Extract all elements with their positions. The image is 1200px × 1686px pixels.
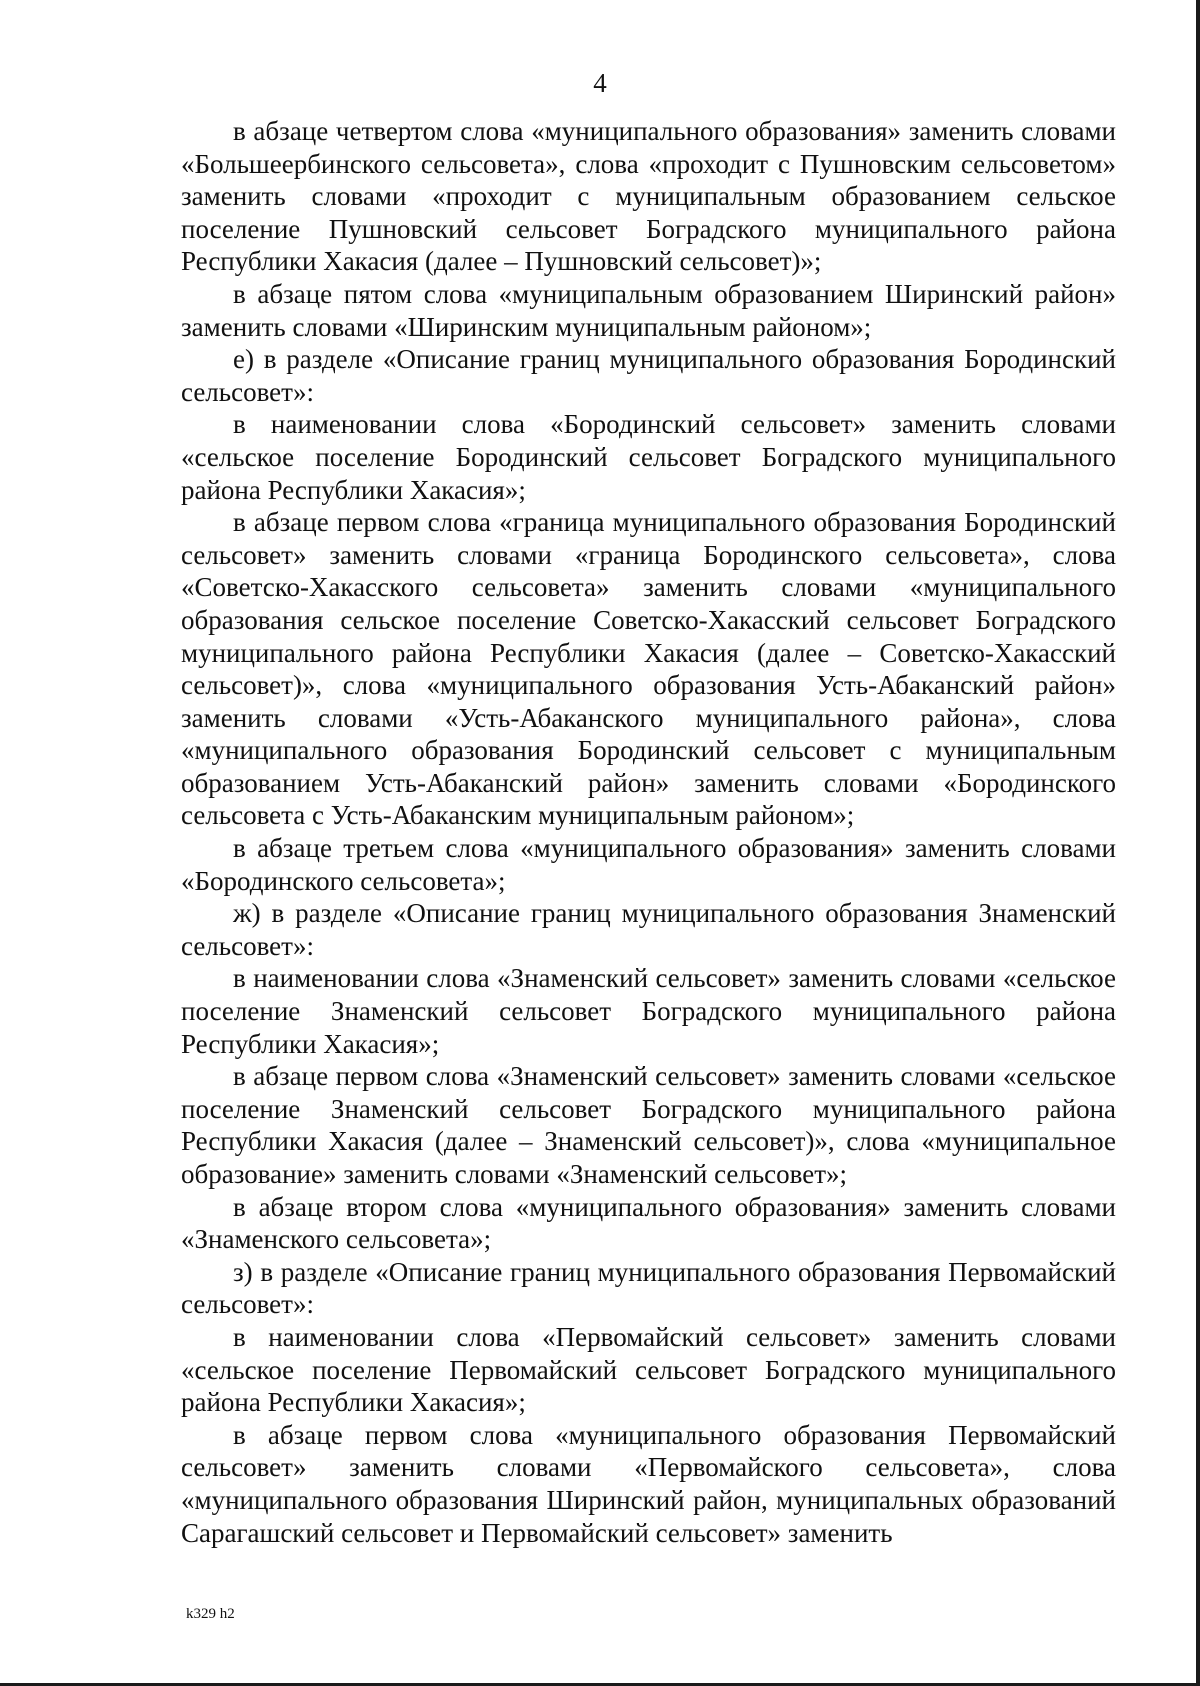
paragraph: в наименовании слова «Бородинский сельсовет» заменить словами «сельское поселение Бородинский сельсовет Боградского муниципального района Республики Хакасия»;	[181, 409, 1116, 505]
paragraph: в абзаце третьем слова «муниципального образования» заменить словами «Бородинского сельсовета»;	[181, 833, 1116, 896]
document-body	[181, 115, 1116, 1549]
paragraph: в абзаце пятом слова «муниципальным образованием Ширинский район» заменить словами «Ширинским муниципальным районом»;	[181, 278, 1116, 342]
paragraph: в абзаце первом слова «граница муниципального образования Бородинский сельсовет» заменить словами «граница Бородинского сельсовета», слова «Советско-Хакасского сельсовета» заменить словами «муниципального образования сельское поселение Советско-Хакасский сельсовет Боградского муниципального района Республики Хакасия (далее – Советско-Хакасский сельсовет)», слова «муниципального образования Усть-Абаканский район» заменить словами «Усть-Абаканского муниципального района», слова «муниципального образования Бородинский сельсовет с муниципальным образованием Усть-Абаканский район» заменить словами «Бородинского сельсовета с Усть-Абаканским муниципальным районом»;	[181, 507, 1116, 831]
paragraph: в абзаце четвертом слова «муниципального образования» заменить словами «Большеербинского сельсовета», слова «проходит с Пушновским сельсоветом» заменить словами «проходит с муниципальным образованием сельское поселение Пушновский сельсовет Боградского муниципального района Республики Хакасия (далее – Пушновский сельсовет)»;	[181, 116, 1116, 277]
paragraph: в абзаце первом слова «Знаменский сельсовет» заменить словами «сельское поселение Знаменский сельсовет Боградского муниципального района Республики Хакасия (далее – Знаменский сельсовет)», слова «муниципальное образование» заменить словами «Знаменский сельсовет»;	[181, 1061, 1116, 1189]
page-number: 4	[593, 68, 607, 98]
paragraph: з) в разделе «Описание границ муниципального образования Первомайский сельсовет»:	[181, 1256, 1116, 1320]
paragraph: в наименовании слова «Знаменский сельсовет» заменить словами «сельское поселение Знаменский сельсовет Боградского муниципального района Республики Хакасия»;	[181, 963, 1116, 1059]
paragraph: в абзаце втором слова «муниципального образования» заменить словами «Знаменского сельсовета»;	[181, 1191, 1116, 1255]
paragraph: ж) в разделе «Описание границ муниципального образования Знаменский сельсовет»:	[181, 898, 1116, 961]
paragraph: в наименовании слова «Первомайский сельсовет» заменить словами «сельское поселение Первомайский сельсовет Боградского муниципального района Республики Хакасия»;	[181, 1321, 1116, 1418]
footer-document-code: k329 h2	[186, 1606, 235, 1622]
paragraph: в абзаце первом слова «муниципального образования Первомайский сельсовет» заменить словами «Первомайского сельсовета», слова «муниципального образования Ширинский район, муниципальных образований Сарагашский сельсовет и Первомайский сельсовет» заменить	[181, 1419, 1116, 1548]
paragraph: е) в разделе «Описание границ муниципального образования Бородинский сельсовет»:	[181, 344, 1116, 407]
